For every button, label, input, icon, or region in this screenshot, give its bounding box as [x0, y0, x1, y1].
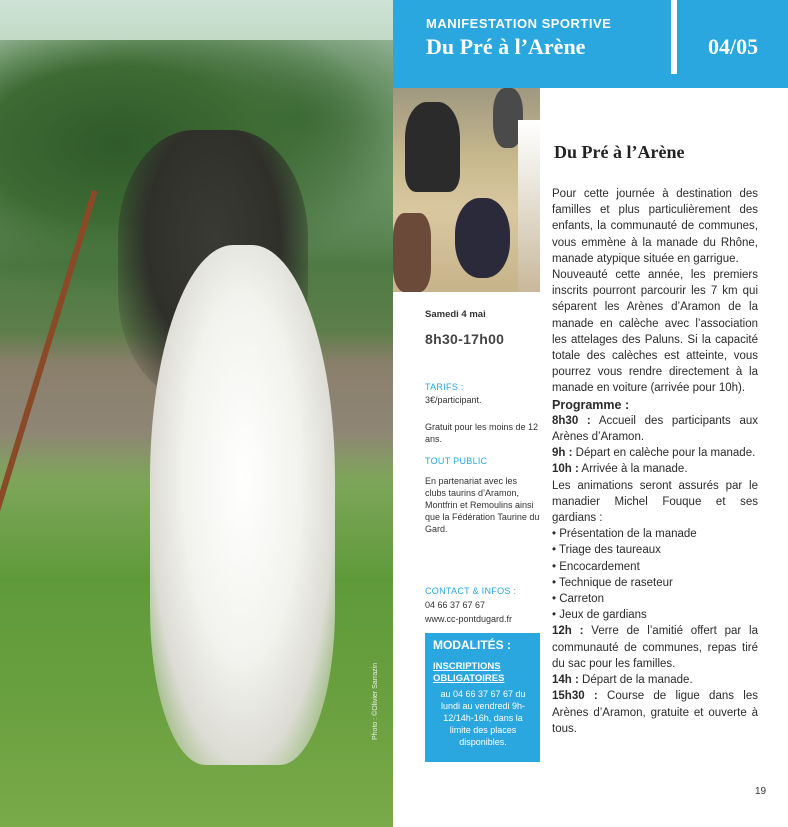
tarifs-price: 3€/participant. [425, 395, 482, 405]
programme-item [552, 672, 758, 688]
photo-person [405, 102, 460, 192]
secondary-photo-edge [518, 120, 540, 292]
programme-text: Verre de l’amitié offert par la communauté de communes, repas tiré du sac pour les familles. [552, 625, 758, 670]
list-item: • Présentation de la manade [552, 528, 697, 541]
programme-item [552, 623, 758, 672]
photo-credit: Photo : ©Olivier Sarrazin [372, 662, 379, 740]
programme-text: Course de ligue dans les Arènes d’Aramon, gratuite et ouverte à tous. [552, 690, 758, 735]
programme-time: 9h : [552, 447, 573, 460]
contact-phone: 04 66 37 67 67 [425, 600, 486, 610]
article-title: Du Pré à l’Arène [554, 142, 685, 162]
programme-text: Accueil des participants aux Arènes d’Aramon. [552, 414, 758, 444]
list-item: • Triage des taureaux [552, 544, 661, 557]
modalites-subtitle: INSCRIPTIONS OBLIGATOIRES [433, 661, 505, 684]
tarifs-free: Gratuit pour les moins de 12 ans. [425, 422, 539, 444]
photo-person [393, 213, 431, 292]
article-body [552, 186, 758, 737]
list-item: • Carreton [552, 593, 604, 606]
animations-intro: Les animations seront assurés par le manadier Michel Fouque et ses gardians : [552, 479, 758, 525]
header-sub-band [393, 74, 788, 88]
event-date: 04/05 [708, 34, 759, 59]
photo-white-horse [150, 245, 335, 765]
public-label: TOUT PUBLIC [425, 456, 488, 466]
page-number: 19 [755, 786, 767, 797]
modalites-text: au 04 66 37 67 67 du lundi au vendredi 9h-12/14h-16h, dans la limite des places disponibles. [440, 689, 526, 747]
contact-website[interactable]: www.cc-pontdugard.fr [425, 614, 513, 624]
article-paragraph: Nouveauté cette année, les premiers inscrits pourront parcourir les 7 km qui séparent les Arènes d’Aramon de la manade en calèche avec l’association les attelages des Paluns. Si la capacité totale des calèches est atteinte, vous pourrez vous rendre directement à la manade en voiture (arrivée pour 10h). [552, 269, 758, 395]
programme-text: Départ en calèche pour la manade. [572, 447, 756, 460]
info-time: 8h30-17h00 [425, 331, 505, 347]
programme-heading: Programme : [552, 397, 630, 412]
programme-time: 14h : [552, 674, 579, 687]
photo-person [455, 198, 510, 278]
programme-item [552, 445, 758, 461]
programme-item [552, 688, 758, 737]
programme-item [552, 413, 758, 445]
list-item: • Encocardement [552, 560, 640, 573]
main-photo-horse-rider [0, 0, 393, 827]
programme-time: 15h30 : [552, 690, 598, 703]
event-category: MANIFESTATION SPORTIVE [426, 16, 612, 31]
info-day: Samedi 4 mai [425, 309, 486, 320]
programme-item [552, 461, 758, 477]
contact-label: CONTACT & INFOS : [425, 586, 517, 596]
article-paragraph: Pour cette journée à destination des familles et plus particulièrement des enfants, la communauté de communes, vous emmène à la manade du Rhône, manade atypique située en garrigue. [552, 188, 758, 265]
programme-time: 8h30 : [552, 414, 591, 427]
modalites-title: MODALITÉS : [433, 638, 511, 652]
list-item: • Jeux de gardians [552, 609, 647, 622]
programme-time: 10h : [552, 463, 579, 476]
event-title: Du Pré à l’Arène [426, 34, 586, 59]
tarifs-label: TARIFS : [425, 382, 464, 392]
programme-text: Départ de la manade. [578, 674, 693, 687]
list-item: • Technique de raseteur [552, 576, 673, 589]
programme-text: Arrivée à la manade. [578, 463, 688, 476]
animations-list [552, 526, 758, 623]
programme-time: 12h : [552, 625, 584, 638]
partner-text: En partenariat avec les clubs taurins d’Aramon, Montfrin et Remoulins ainsi que la Fédération Taurine du Gard. [425, 476, 540, 534]
